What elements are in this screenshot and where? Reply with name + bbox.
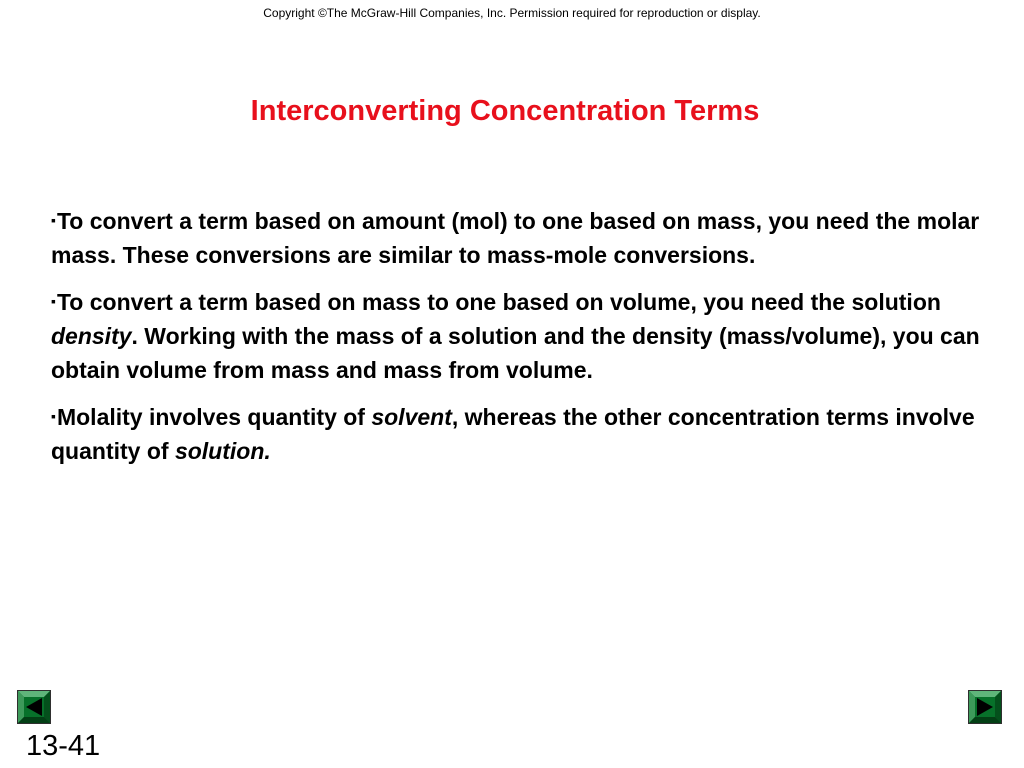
bullet-emphasis: solvent <box>371 404 452 430</box>
bullet-list <box>51 203 981 480</box>
previous-slide-button[interactable] <box>17 690 51 724</box>
next-slide-button[interactable] <box>968 690 1002 724</box>
bullet-emphasis: solution. <box>174 438 271 464</box>
bullet-text: . Working with the mass of a solution and the density (mass/volume), you can obtain volume from mass and mass from volume. <box>51 323 980 383</box>
bullet-text: To convert a term based on amount (mol) to one based on mass, you need the molar mass. These conversions are similar to mass-mole conversions. <box>51 208 980 268</box>
copyright-notice: Copyright ©The McGraw-Hill Companies, Inc. Permission required for reproduction or display. <box>263 6 761 20</box>
bullet-item <box>51 203 981 272</box>
bullet-emphasis: density <box>51 323 132 349</box>
bullet-text: , whereas the other concentration terms involve quantity of <box>51 404 975 464</box>
bullet-marker-icon: ▪ <box>51 293 56 309</box>
bullet-marker-icon: ▪ <box>51 408 56 424</box>
bullet-marker-icon: ▪ <box>51 212 56 228</box>
bullet-item <box>51 284 981 387</box>
triangle-left-icon <box>18 691 50 723</box>
bullet-text: Molality involves quantity of <box>56 404 372 430</box>
bullet-item <box>51 399 981 468</box>
bullet-text: To convert a term based on mass to one based on volume, you need the solution <box>56 289 941 315</box>
slide-title: Interconverting Concentration Terms <box>250 95 760 127</box>
slide-number: 13-41 <box>26 730 101 762</box>
triangle-right-icon <box>969 691 1001 723</box>
